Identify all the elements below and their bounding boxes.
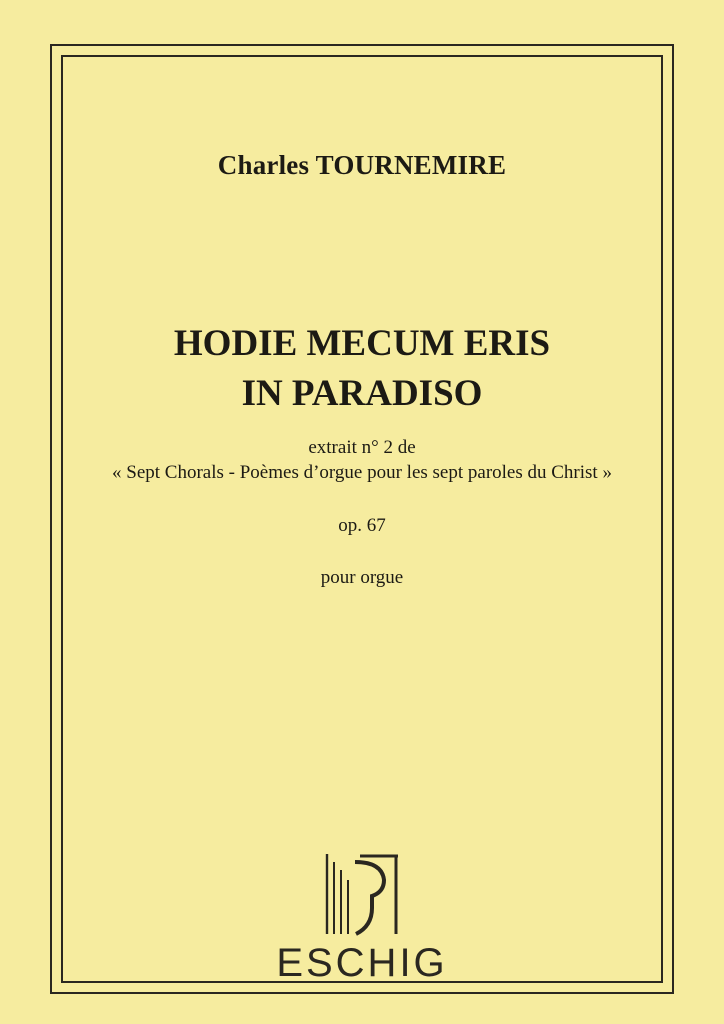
- composer-name: Charles TOURNEMIRE: [217, 150, 507, 180]
- collection-title: « Sept Chorals - Poèmes d’orgue pour les sept paroles du Christ »: [112, 462, 612, 483]
- instrumentation: pour orgue: [320, 567, 404, 588]
- title-line-1: HODIE MECUM ERIS: [173, 323, 551, 364]
- opus-number: op. 67: [338, 515, 386, 536]
- eschig-harp-logo-icon: [322, 852, 402, 936]
- extract-number: extrait n° 2 de: [308, 437, 416, 458]
- publisher-name: ESCHIG: [276, 941, 448, 985]
- title-line-2: IN PARADISO: [241, 373, 483, 414]
